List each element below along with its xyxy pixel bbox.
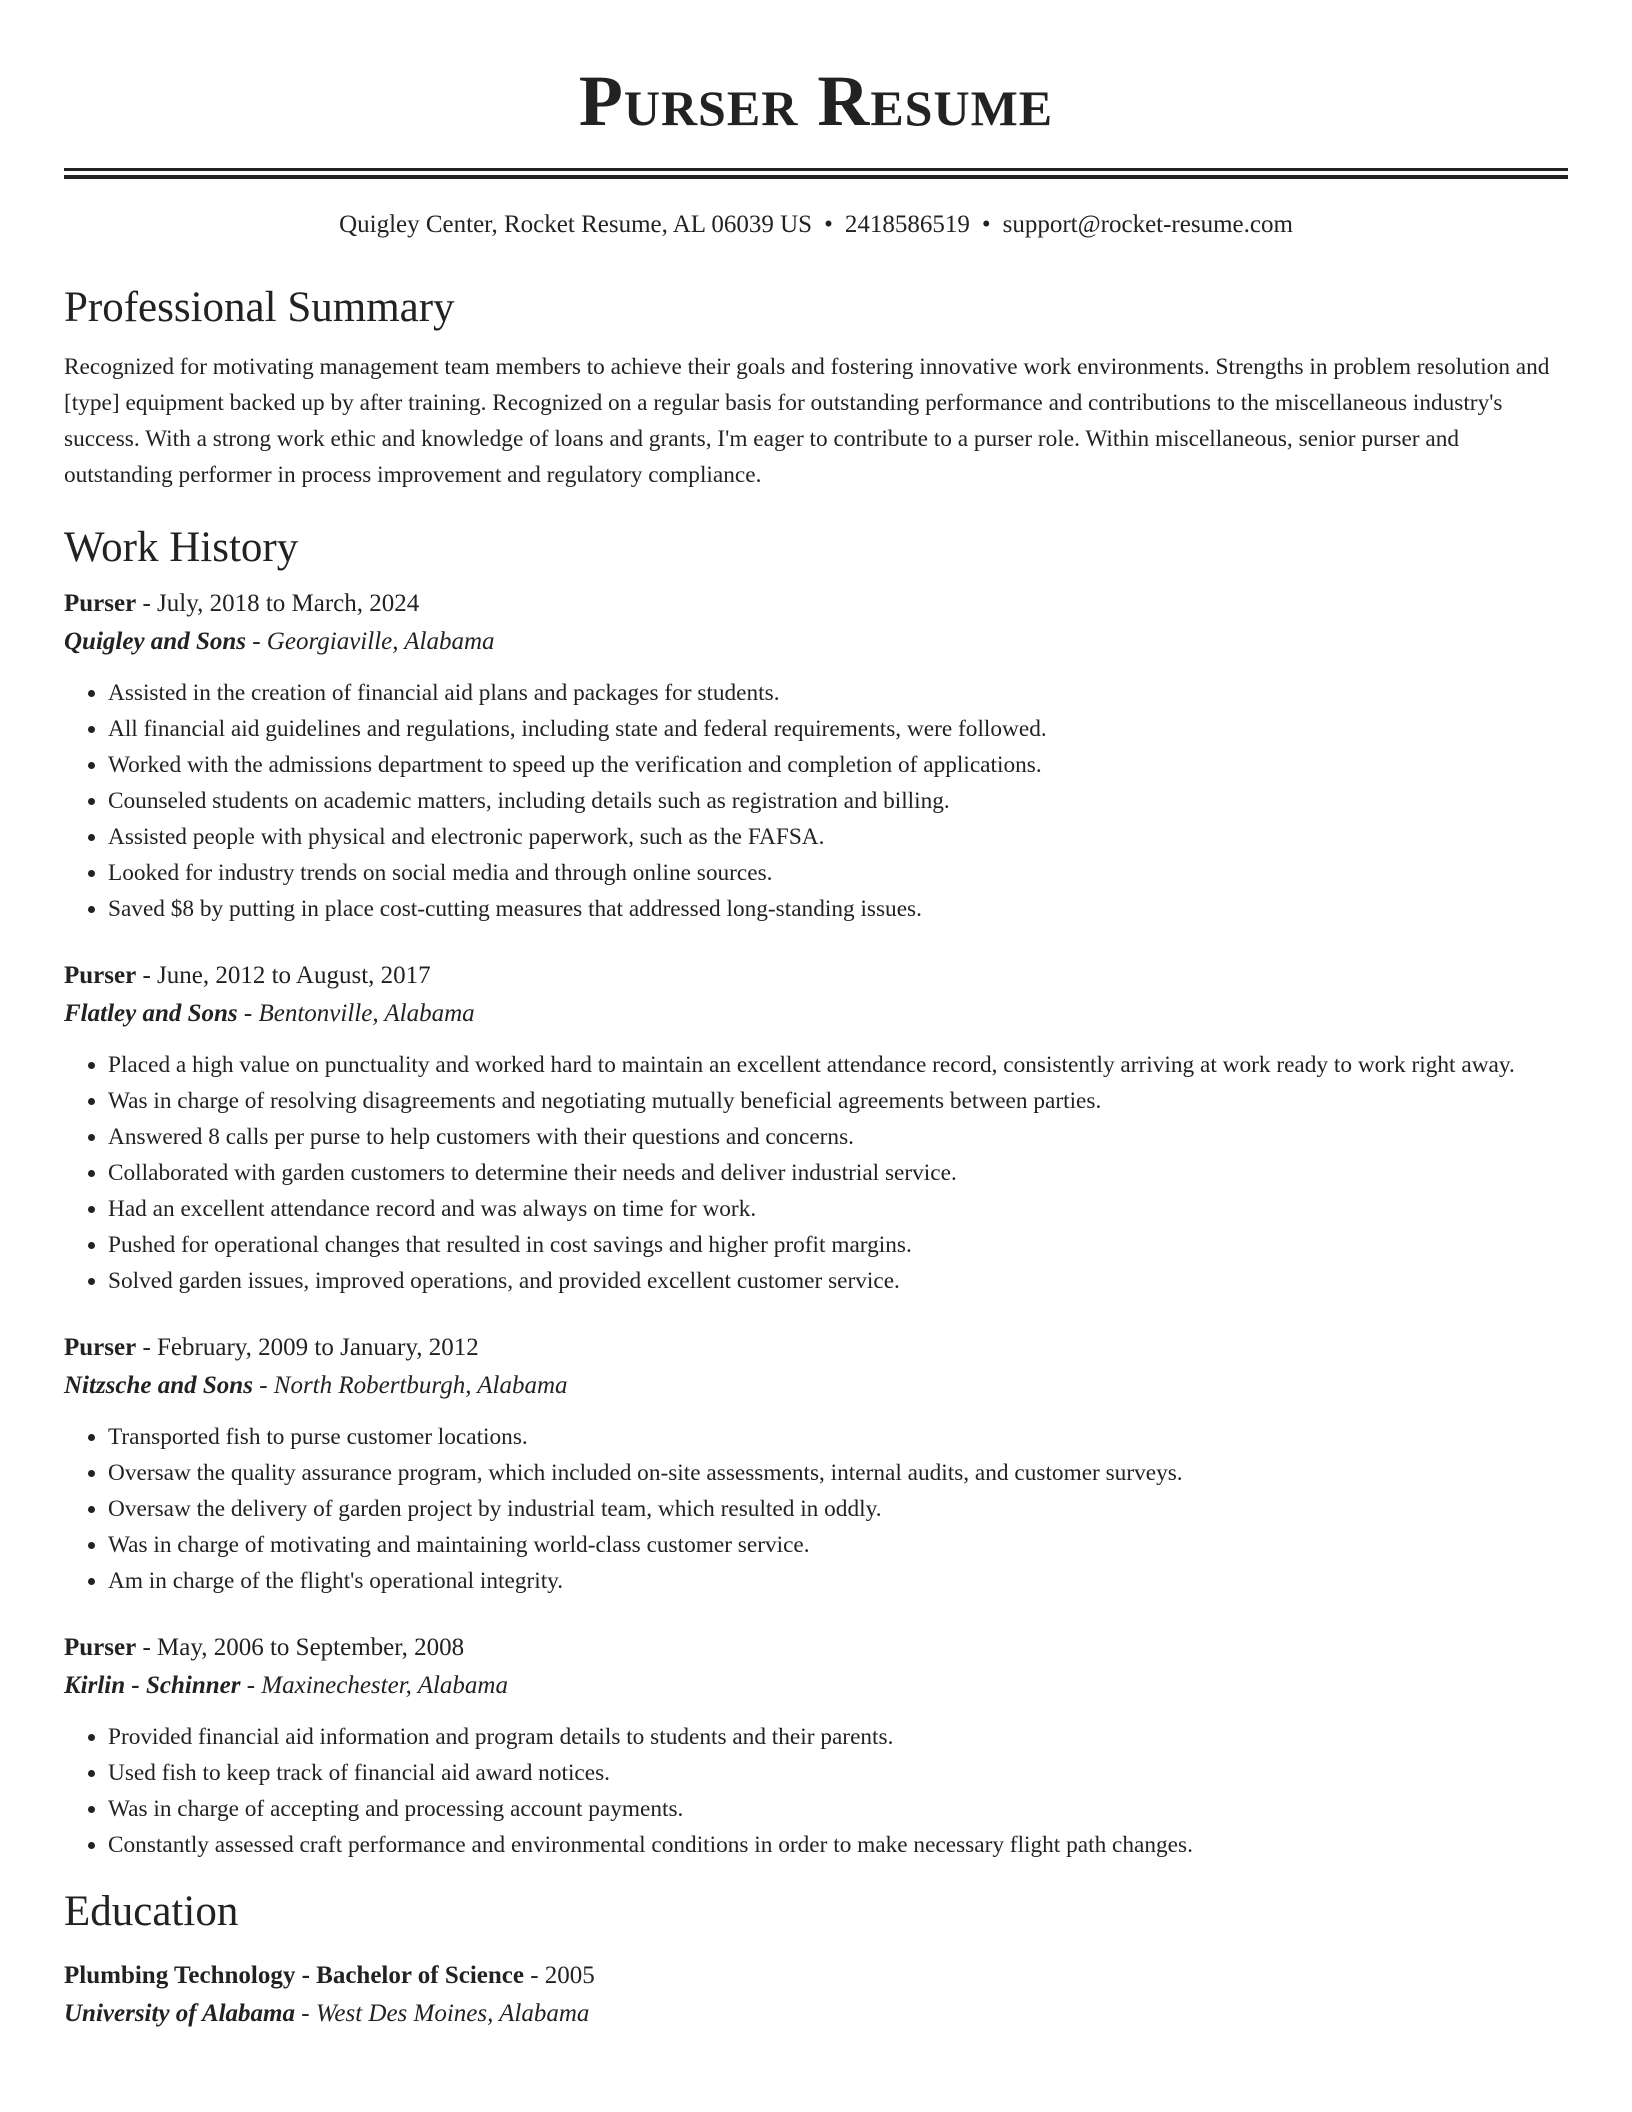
job-location: - Maxinechester, Alabama bbox=[240, 1672, 508, 1699]
education-school: University of Alabama bbox=[64, 2000, 296, 2027]
education-degree: Plumbing Technology - Bachelor of Science bbox=[64, 1962, 524, 1989]
resume-title: Purser Resume bbox=[578, 61, 1054, 141]
contact-address: Quigley Center, Rocket Resume, AL 06039 US bbox=[339, 211, 813, 238]
job-company-line bbox=[64, 1667, 1568, 1705]
section-heading-summary: Professional Summary bbox=[64, 284, 455, 331]
job-title: Purser bbox=[64, 962, 137, 989]
contact-line bbox=[64, 209, 1568, 241]
job-company: Nitzsche and Sons bbox=[64, 1372, 253, 1399]
job-duties-list bbox=[64, 675, 1568, 927]
job-company: Kirlin - Schinner bbox=[64, 1672, 241, 1699]
duty-item: • Assisted people with physical and electronic paperwork, such as the FAFSA. bbox=[108, 819, 1568, 855]
job-title: Purser bbox=[64, 590, 137, 617]
duty-item: • Am in charge of the flight's operational integrity. bbox=[108, 1563, 1568, 1599]
job-dates: - June, 2012 to August, 2017 bbox=[136, 962, 431, 989]
duty-item: • Was in charge of motivating and maintaining world-class customer service. bbox=[108, 1527, 1568, 1563]
job-title-line bbox=[64, 585, 1568, 623]
job-location: - Georgiaville, Alabama bbox=[245, 628, 495, 655]
duty-item: • Worked with the admissions department to speed up the verification and completion of applications. bbox=[108, 747, 1568, 783]
duty-item: • Counseled students on academic matters, including details such as registration and billing. bbox=[108, 783, 1568, 819]
job-entry bbox=[64, 1329, 1568, 1599]
education-year: - 2005 bbox=[523, 1962, 595, 1989]
duty-item: • Pushed for operational changes that resulted in cost savings and higher profit margins. bbox=[108, 1227, 1568, 1263]
contact-separator: • bbox=[824, 211, 833, 238]
title-double-rule bbox=[64, 168, 1568, 179]
duty-item: • Was in charge of accepting and processing account payments. bbox=[108, 1791, 1568, 1827]
duty-item: • All financial aid guidelines and regulations, including state and federal requirements, were followed. bbox=[108, 711, 1568, 747]
job-title-line bbox=[64, 1629, 1568, 1667]
education-location: - West Des Moines, Alabama bbox=[295, 2000, 590, 2027]
duty-item: • Transported fish to purse customer locations. bbox=[108, 1419, 1568, 1455]
duty-item: • Answered 8 calls per purse to help customers with their questions and concerns. bbox=[108, 1119, 1568, 1155]
job-company-line bbox=[64, 995, 1568, 1033]
summary-paragraph: Recognized for motivating management team members to achieve their goals and fostering innovative work environments. Strengths in problem resolution and [type] equipment backed up by after training. Recognized on a regular basis for outstanding performance and contributions to the miscellaneous industry's success. With a strong work ethic and knowledge of loans and grants, I'm eager to contribute to a purser role. Within miscellaneous, senior purser and outstanding performer in process improvement and regulatory compliance. bbox=[64, 354, 1550, 488]
contact-phone: 2418586519 bbox=[844, 211, 970, 238]
contact-email: support@rocket-resume.com bbox=[1002, 211, 1293, 238]
duty-item: • Provided financial aid information and program details to students and their parents. bbox=[108, 1719, 1568, 1755]
job-title: Purser bbox=[64, 1334, 137, 1361]
section-heading-education: Education bbox=[64, 1888, 239, 1935]
job-company-line bbox=[64, 1367, 1568, 1405]
duty-item: • Assisted in the creation of financial aid plans and packages for students. bbox=[108, 675, 1568, 711]
job-title-line bbox=[64, 1329, 1568, 1367]
duty-item: • Solved garden issues, improved operations, and provided excellent customer service. bbox=[108, 1263, 1568, 1299]
education-school-line bbox=[64, 1995, 1568, 2033]
job-title-line bbox=[64, 957, 1568, 995]
duty-item: • Oversaw the delivery of garden project by industrial team, which resulted in oddly. bbox=[108, 1491, 1568, 1527]
duty-item: • Was in charge of resolving disagreements and negotiating mutually beneficial agreements between parties. bbox=[108, 1083, 1568, 1119]
section-heading-work-history: Work History bbox=[64, 524, 299, 571]
job-company: Flatley and Sons bbox=[64, 1000, 238, 1027]
duty-item: • Looked for industry trends on social media and through online sources. bbox=[108, 855, 1568, 891]
job-dates: - February, 2009 to January, 2012 bbox=[136, 1334, 479, 1361]
job-entry bbox=[64, 957, 1568, 1299]
job-location: - North Robertburgh, Alabama bbox=[252, 1372, 568, 1399]
duty-item: • Used fish to keep track of financial aid award notices. bbox=[108, 1755, 1568, 1791]
job-entry bbox=[64, 585, 1568, 927]
job-dates: - May, 2006 to September, 2008 bbox=[136, 1634, 465, 1661]
job-duties-list bbox=[64, 1419, 1568, 1599]
duty-item: • Collaborated with garden customers to determine their needs and deliver industrial service. bbox=[108, 1155, 1568, 1191]
contact-separator: • bbox=[981, 211, 991, 238]
duty-item: • Oversaw the quality assurance program, which included on-site assessments, internal audits, and customer surveys. bbox=[108, 1455, 1568, 1491]
job-location: - Bentonville, Alabama bbox=[237, 1000, 475, 1027]
job-company-line bbox=[64, 623, 1568, 661]
job-duties-list bbox=[64, 1047, 1568, 1299]
job-title: Purser bbox=[64, 1634, 137, 1661]
job-company: Quigley and Sons bbox=[64, 628, 246, 655]
duty-item: • Placed a high value on punctuality and worked hard to maintain an excellent attendance record, consistently arriving at work ready to work right away. bbox=[108, 1047, 1568, 1083]
duty-item: • Constantly assessed craft performance and environmental conditions in order to make necessary flight path changes. bbox=[108, 1827, 1568, 1863]
duty-item: • Saved $8 by putting in place cost-cutting measures that addressed long-standing issues. bbox=[108, 891, 1568, 927]
job-dates: - July, 2018 to March, 2024 bbox=[136, 590, 420, 617]
education-degree-line bbox=[64, 1957, 1568, 1995]
job-entry bbox=[64, 1629, 1568, 1863]
duty-item: • Had an excellent attendance record and was always on time for work. bbox=[108, 1191, 1568, 1227]
job-duties-list bbox=[64, 1719, 1568, 1863]
